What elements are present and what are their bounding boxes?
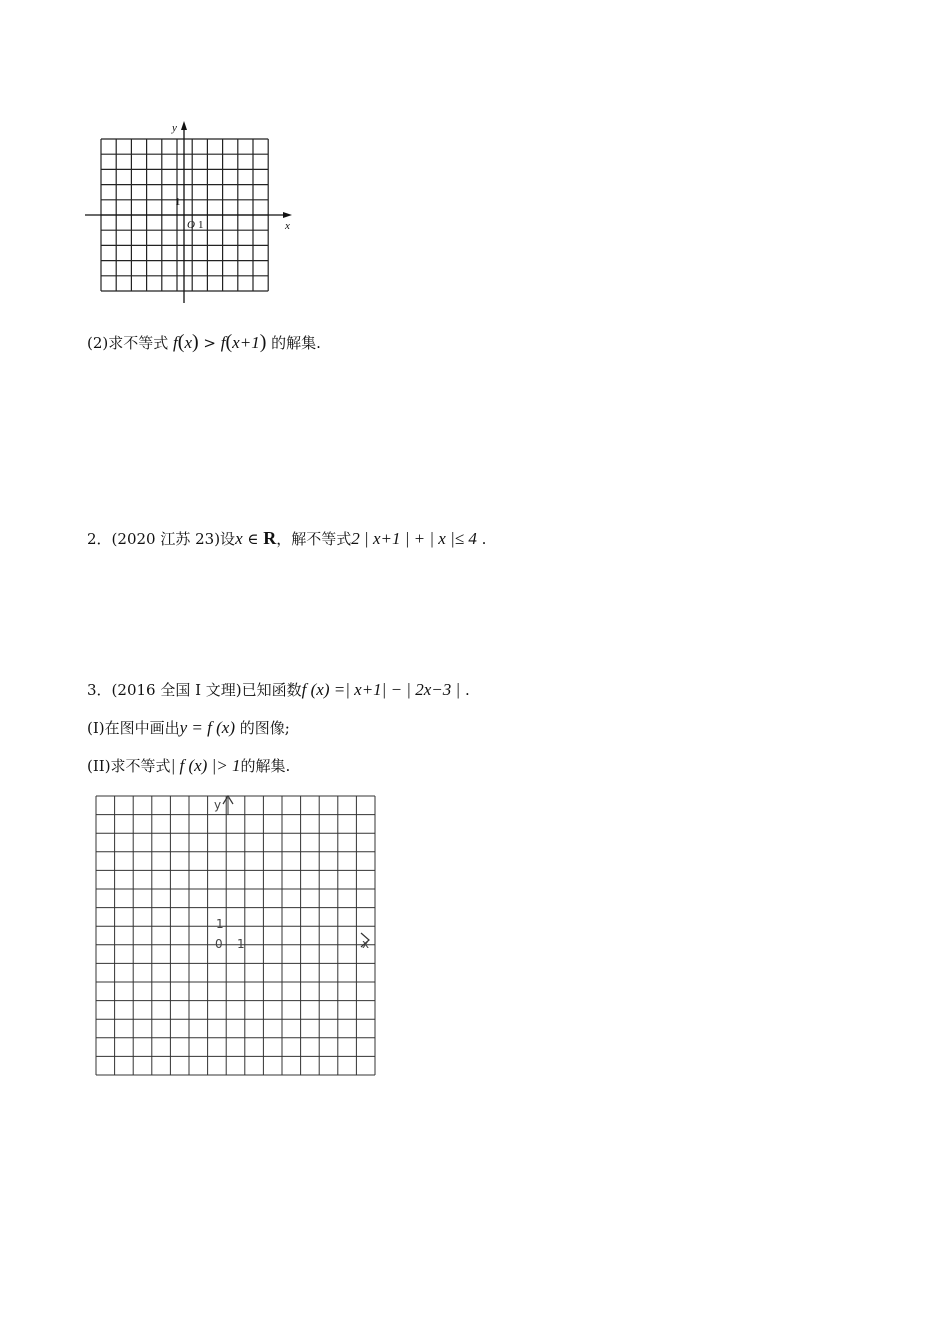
origin-label: 0 [215, 937, 223, 951]
question-3-part-1: (I)在图中画出y = f (x) 的图像; [87, 718, 290, 737]
x-unit-label: 1 [237, 937, 245, 951]
x-unit-label: 1 [198, 219, 204, 231]
question-3: 3．(2016 全国 I 文理)已知函数f (x) =| x+1| − | 2x−3 | . [87, 680, 470, 699]
coordinate-grid-2 [90, 790, 380, 1080]
question-1-part-2: (2)求不等式 f(x) > f(x+1) 的解集. [87, 331, 321, 353]
y-axis-label: y [172, 122, 177, 134]
y-unit-label: 1 [175, 196, 181, 208]
question-3-part-2: (II)求不等式| f (x) |> 1的解集. [87, 756, 291, 775]
x-axis-label: x [362, 937, 370, 951]
question-2: 2．(2020 江苏 23)设x ∈ R，解不等式2 | x+1 | + | x |≤ 4 . [87, 528, 487, 548]
x-axis-label: x [285, 220, 290, 232]
coordinate-grid-1 [80, 118, 300, 318]
y-unit-label: 1 [216, 917, 224, 931]
y-axis-label: y [214, 798, 222, 812]
origin-label: O [187, 219, 195, 231]
